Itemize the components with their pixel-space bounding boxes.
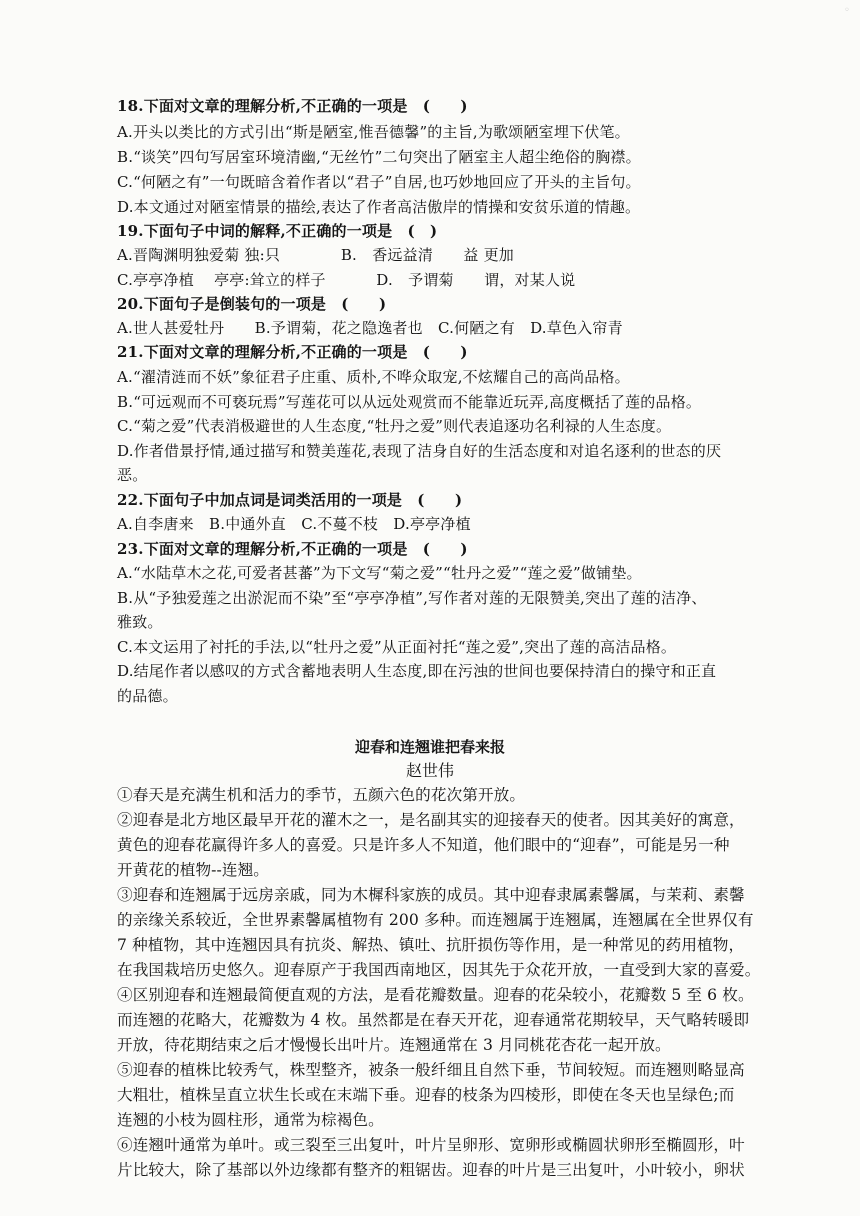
question-21-option-a: A.“濯清涟而不妖”象征君子庄重、质朴,不哗众取宠,不炫耀自己的高尚品格。 [117,368,630,386]
article-line: 开放，待花期结束之后才慢慢长出叶片。连翘通常在 3 月同桃花杏花一起开放。 [117,1036,671,1054]
question-21-option-b: B.“可远观而不可亵玩焉”写莲花可以从远处观赏而不能靠近玩弄,高度概括了莲的品格。 [117,393,702,411]
article-line: 开黄花的植物--连翘。 [117,861,269,879]
question-23-option-c: C.本文运用了衬托的手法,以“牡丹之爱”从正面衬托“莲之爱”,突出了莲的高洁品格。 [117,638,677,656]
article-line: 而连翘的花略大，花瓣数为 4 枚。虽然都是在春天开花，迎春通常花期较早，天气略转暖即 [117,1011,750,1029]
article-line: 在我国栽培历史悠久。迎春原产于我国西南地区，因其先于众花开放，一直受到大家的喜爱。 [117,961,761,979]
article-line: 的亲缘关系较近，全世界素馨属植物有 200 多种。而连翘属于连翘属，连翘属在全世界仅有 [117,911,754,929]
question-19-options-row2: C.亭亭净植 亭亭:耸立的样子 D. 予谓菊 谓，对某人说 [117,271,576,289]
question-21-option-c: C.“菊之爱”代表消极避世的人生态度,“牡丹之爱”则代表追逐功名利禄的人生态度。 [117,417,672,435]
article-line: 片比较大，除了基部以外边缘都有整齐的粗锯齿。迎春的叶片是三出复叶，小叶较小，卵状 [117,1161,745,1179]
article-line: 7 种植物，其中连翘因具有抗炎、解热、镇吐、抗肝损伤等作用，是一种常见的药用植物， [117,936,745,954]
question-19-options-row1: A.晋陶渊明独爱菊 独:只 B. 香远益清 益 更加 [117,246,514,264]
corner-mark: ◦ [844,5,850,16]
question-18-option-d: D.本文通过对陋室情景的描绘,表达了作者高洁傲岸的情操和安贫乐道的情趣。 [117,198,641,216]
article-line: 连翘的小枝为圆柱形，通常为棕褐色。 [117,1111,384,1129]
question-18-option-c: C.“何陋之有”一句既暗含着作者以“君子”自居,也巧妙地回应了开头的主旨句。 [117,173,641,191]
question-21-stem: 21.下面对文章的理解分析,不正确的一项是 ( ) [117,343,468,361]
article-author: 赵世伟 [405,761,454,780]
question-21-option-d-cont: 恶。 [117,466,148,484]
question-23-option-b: B.从“予独爱莲之出淤泥而不染”至“亭亭净植”,写作者对莲的无限赞美,突出了莲的洁净、 [117,589,707,607]
question-23-option-d-cont: 的品德。 [117,687,178,705]
article-line: ③迎春和连翘属于远房亲戚，同为木樨科家族的成员。其中迎春隶属素馨属，与茉莉、素馨 [117,886,745,904]
question-21-option-d: D.作者借景抒情,通过描写和赞美莲花,表现了洁身自好的生活态度和对追名逐利的世态的厌 [117,442,722,460]
question-23-option-b-cont: 雅致。 [117,613,163,631]
question-18-option-a: A.开头以类比的方式引出“斯是陋室,惟吾德馨”的主旨,为歌颂陋室埋下伏笔。 [117,123,630,141]
article-line: 黄色的迎春花赢得许多人的喜爱。只是许多人不知道，他们眼中的“迎春”，可能是另一种 [117,836,730,854]
question-20-options: A.世人甚爱牡丹 B.予谓菊，花之隐逸者也 C.何陋之有 D.草色入帘青 [117,319,623,337]
question-23-option-a: A.“水陆草木之花,可爱者甚蕃”为下文写“菊之爱”“牡丹之爱”“莲之爱”做铺垫。 [117,564,642,582]
question-19-stem: 19.下面句子中词的解释,不正确的一项是 ( ) [117,222,438,240]
article-line: ①春天是充满生机和活力的季节，五颜六色的花次第开放。 [117,786,526,804]
question-18-stem: 18.下面对文章的理解分析,不正确的一项是 ( ) [117,97,468,115]
article-line: ⑥连翘叶通常为单叶。或三裂至三出复叶，叶片呈卵形、宽卵形或椭圆状卵形至椭圆形，叶 [117,1136,745,1154]
article-title: 迎春和连翘谁把春来报 [354,738,505,756]
article-line: ⑤迎春的植株比较秀气，株型整齐，被条一般纤细且自然下垂，节间较短。而连翘则略显高 [117,1061,745,1079]
article-line: 大粗壮，植株呈直立状生长或在末端下垂。迎春的枝条为四棱形，即使在冬天也呈绿色;而 [117,1086,735,1104]
question-20-stem: 20.下面句子是倒装句的一项是 ( ) [117,295,387,313]
question-23-stem: 23.下面对文章的理解分析,不正确的一项是 ( ) [117,540,468,558]
article-line: ②迎春是北方地区最早开花的灌木之一，是名副其实的迎接春天的使者。因其美好的寓意， [117,811,745,829]
question-22-stem: 22.下面句子中加点词是词类活用的一项是 ( ) [117,491,463,509]
question-22-options: A.自李唐来 B.中通外直 C.不蔓不枝 D.亭亭净植 [117,515,471,533]
question-18-option-b: B.“谈笑”四句写居室环境清幽,“无丝竹”二句突出了陋室主人超尘绝俗的胸襟。 [117,148,641,166]
question-23-option-d: D.结尾作者以感叹的方式含蓄地表明人生态度,即在污浊的世间也要保持清白的操守和正直 [117,662,717,680]
article-line: ④区别迎春和连翘最简便直观的方法，是看花瓣数量。迎春的花朵较小，花瓣数 5 至 6 枚。 [117,986,754,1004]
